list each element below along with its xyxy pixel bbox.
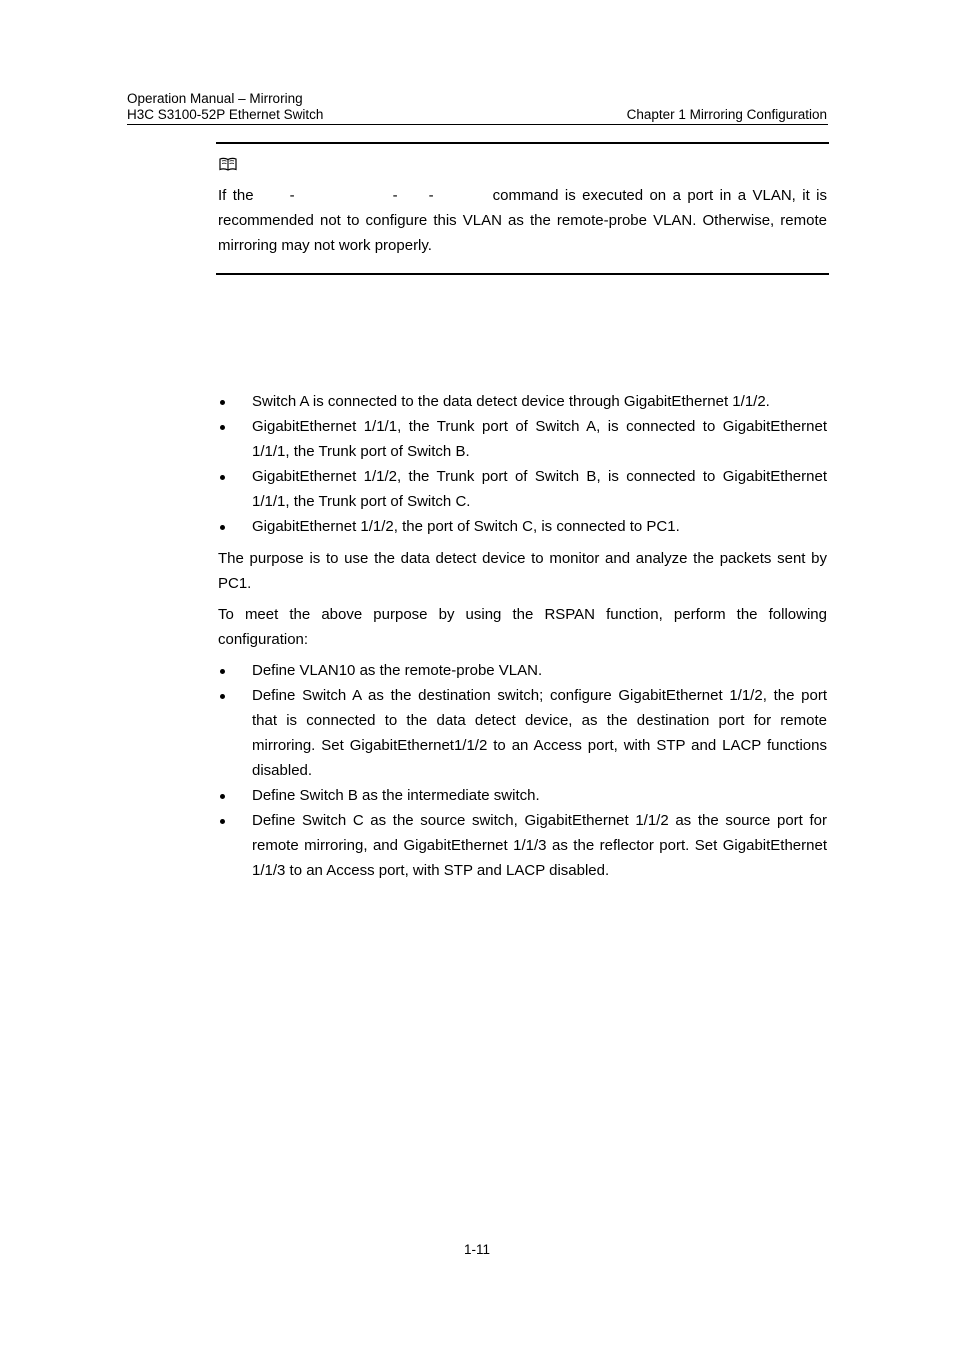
bullet-icon [220, 425, 225, 430]
note-text-seg4: - [428, 187, 434, 204]
product-name: H3C S3100-52P Ethernet Switch [127, 107, 324, 122]
bullet-icon [220, 525, 225, 530]
header-divider [127, 124, 828, 125]
chapter-title: Chapter 1 Mirroring Configuration [626, 107, 827, 122]
note-bottom-rule [216, 273, 829, 275]
list-item: Switch A is connected to the data detect device through GigabitEthernet 1/1/2. [218, 389, 827, 414]
note-top-rule [216, 142, 829, 144]
bullet-icon [220, 400, 225, 405]
topology-list [218, 389, 827, 539]
bullet-icon [220, 669, 225, 674]
list-item: GigabitEthernet 1/1/2, the Trunk port of Switch B, is connected to GigabitEthernet 1/1/1, the Trunk port of Switch C. [218, 464, 827, 514]
note-text-seg2: - [289, 187, 295, 204]
bullet-icon [220, 475, 225, 480]
bullet-icon [220, 794, 225, 799]
book-icon [219, 157, 237, 171]
note-text [218, 183, 827, 258]
header-left [127, 91, 323, 123]
list-item: GigabitEthernet 1/1/1, the Trunk port of Switch A, is connected to GigabitEthernet 1/1/1, the Trunk port of Switch B. [218, 414, 827, 464]
bullet-icon [220, 819, 225, 824]
list-item: Define Switch C as the source switch, GigabitEthernet 1/1/2 as the source port for remote mirroring, and GigabitEthernet 1/1/3 as the reflector port. Set GigabitEthernet 1/1/3 to an Access port, with STP and LACP disabled. [218, 808, 827, 883]
list-item: Define Switch B as the intermediate switch. [218, 783, 827, 808]
list-item: GigabitEthernet 1/1/2, the port of Switch C, is connected to PC1. [218, 514, 827, 539]
note-text-seg1: If the [218, 187, 254, 204]
configuration-list [218, 658, 827, 883]
purpose-paragraph: The purpose is to use the data detect device to monitor and analyze the packets sent by PC1. [218, 550, 827, 592]
note-text-seg3: - [392, 187, 398, 204]
list-item: Define VLAN10 as the remote-probe VLAN. [218, 658, 827, 683]
configuration-intro: To meet the above purpose by using the RSPAN function, perform the following configuration: [218, 606, 827, 648]
bullet-icon [220, 694, 225, 699]
note-text-seg5: command is executed on a port in a VLAN, it is recommended not to configure this VLAN as the remote-probe VLAN. Otherwise, remote mirroring may not work properly. [218, 187, 828, 254]
page-number: 1-11 [463, 1242, 491, 1257]
manual-title: Operation Manual – Mirroring [127, 91, 303, 106]
list-item: Define Switch A as the destination switch; configure GigabitEthernet 1/1/2, the port that is connected to the data detect device, as the destination port for remote mirroring. Set GigabitEthernet1/1/2 to an Access port, with STP and LACP functions disabled. [218, 683, 827, 783]
